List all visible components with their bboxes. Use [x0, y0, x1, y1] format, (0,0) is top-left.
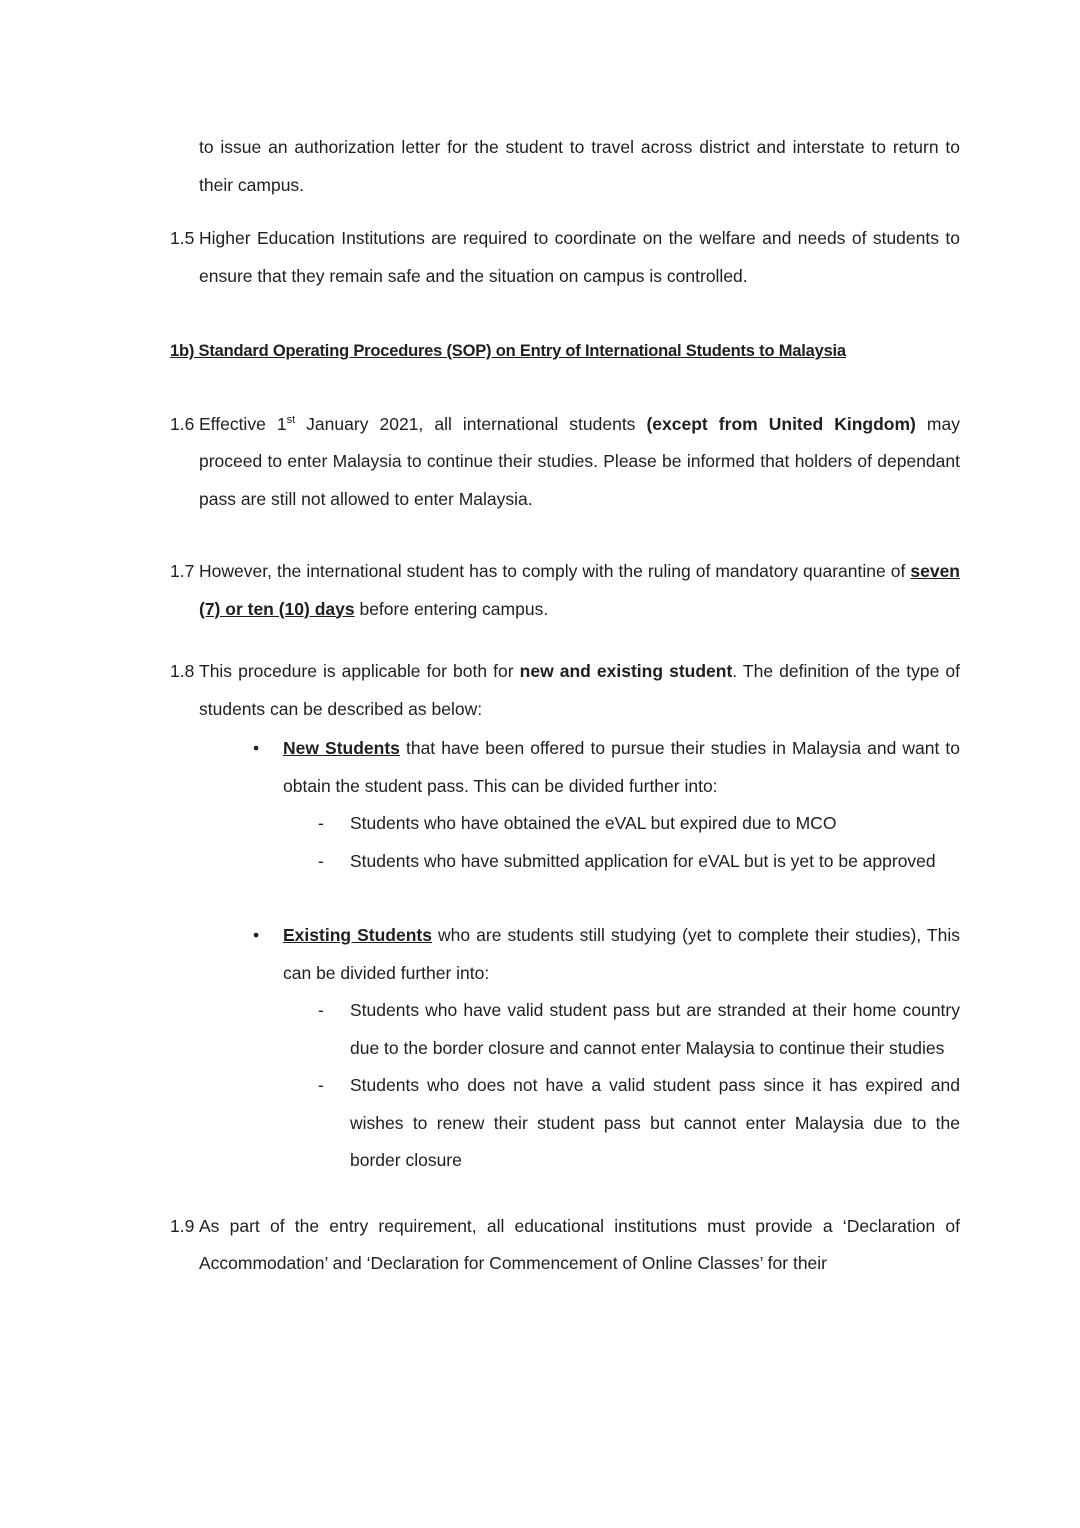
dash-icon: -: [318, 813, 324, 833]
item-number-1-9: 1.9: [170, 1215, 195, 1236]
text-run: before entering campus.: [354, 598, 549, 619]
item-text-1-9: As part of the entry requirement, all educational institutions must provide a ‘Declaration of Accommodation’ and ‘Declaration for Commencement of Online Classes’ for their: [199, 1215, 960, 1273]
bullet-text-new-students: [283, 730, 960, 805]
paragraph-continuation: to issue an authorization letter for the student to travel across district and interstate to return to their campus.: [199, 137, 960, 195]
bullet-new-students: [170, 730, 960, 805]
item-text-1-7: [199, 553, 960, 628]
paragraph-1-9: [170, 1208, 960, 1283]
item-number-1-6: 1.6: [170, 413, 195, 434]
sub-item-text: Students who have valid student pass but are stranded at their home country due to the border closure and cannot enter Malaysia to continue their studies: [350, 1000, 960, 1058]
text-run: This procedure is applicable for both for: [199, 661, 520, 681]
item-text-1-8: [199, 653, 960, 728]
text-run: may proceed to enter Malaysia to continue their studies. Please be informed that holders of dependant pass are still not allowed to enter Malaysia.: [199, 413, 960, 509]
item-number-1-7: 1.7: [170, 561, 195, 581]
section-heading-1b: 1b) Standard Operating Procedures (SOP) on Entry of International Students to Malaysia: [170, 342, 846, 360]
bold-underline-run: New Students: [283, 738, 400, 758]
bullet-icon: •: [253, 738, 260, 758]
text-run: . The definition of the type of students can be described as below:: [199, 661, 960, 719]
dash-icon: -: [318, 850, 324, 871]
sub-item: [170, 992, 960, 1067]
bold-run: new and existing student: [519, 661, 733, 681]
sub-item-text: Students who have obtained the eVAL but expired due to MCO: [350, 813, 837, 833]
text-run: that have been offered to pursue their studies in Malaysia and want to obtain the student pass. This can be divided further into:: [283, 738, 960, 796]
dash-icon: -: [318, 1075, 324, 1095]
sub-item-text: Students who does not have a valid student pass since it has expired and wishes to renew their student pass but cannot enter Malaysia due to the border closure: [350, 1075, 960, 1170]
item-text-1-6: [199, 406, 960, 519]
text-run: who are students still studying (yet to complete their studies), This can be divided further into:: [283, 925, 960, 983]
sub-item: [170, 843, 960, 881]
bullet-text-existing-students: [283, 917, 960, 992]
bold-underline-run: seven (7) or ten (10) days: [199, 561, 960, 619]
text-run: January 2021, all international students: [295, 413, 647, 434]
paragraph-1-5: [170, 220, 960, 295]
ordinal-superscript: st: [286, 413, 296, 426]
paragraph-1-6: [170, 406, 960, 519]
text-run: Effective 1: [199, 413, 287, 434]
text-run: However, the international student has to comply with the ruling of mandatory quarantine of: [199, 561, 911, 581]
paragraph-1-8: [170, 653, 960, 728]
sub-item-text: Students who have submitted application for eVAL but is yet to be approved: [350, 850, 936, 871]
item-text-1-5: Higher Education Institutions are required to coordinate on the welfare and needs of students to ensure that they remain safe and the situation on campus is controlled.: [199, 228, 960, 286]
item-number-1-5: 1.5: [170, 228, 195, 248]
sub-item: [170, 805, 960, 843]
sub-item: [170, 1067, 960, 1180]
bold-underline-run: Existing Students: [283, 925, 432, 945]
dash-icon: -: [318, 1000, 324, 1020]
bold-run: (except from United Kingdom): [646, 413, 916, 434]
bullet-icon: •: [253, 925, 260, 945]
item-number-1-8: 1.8: [170, 661, 195, 681]
bullet-existing-students: [170, 917, 960, 992]
paragraph-1-7: [170, 553, 960, 628]
